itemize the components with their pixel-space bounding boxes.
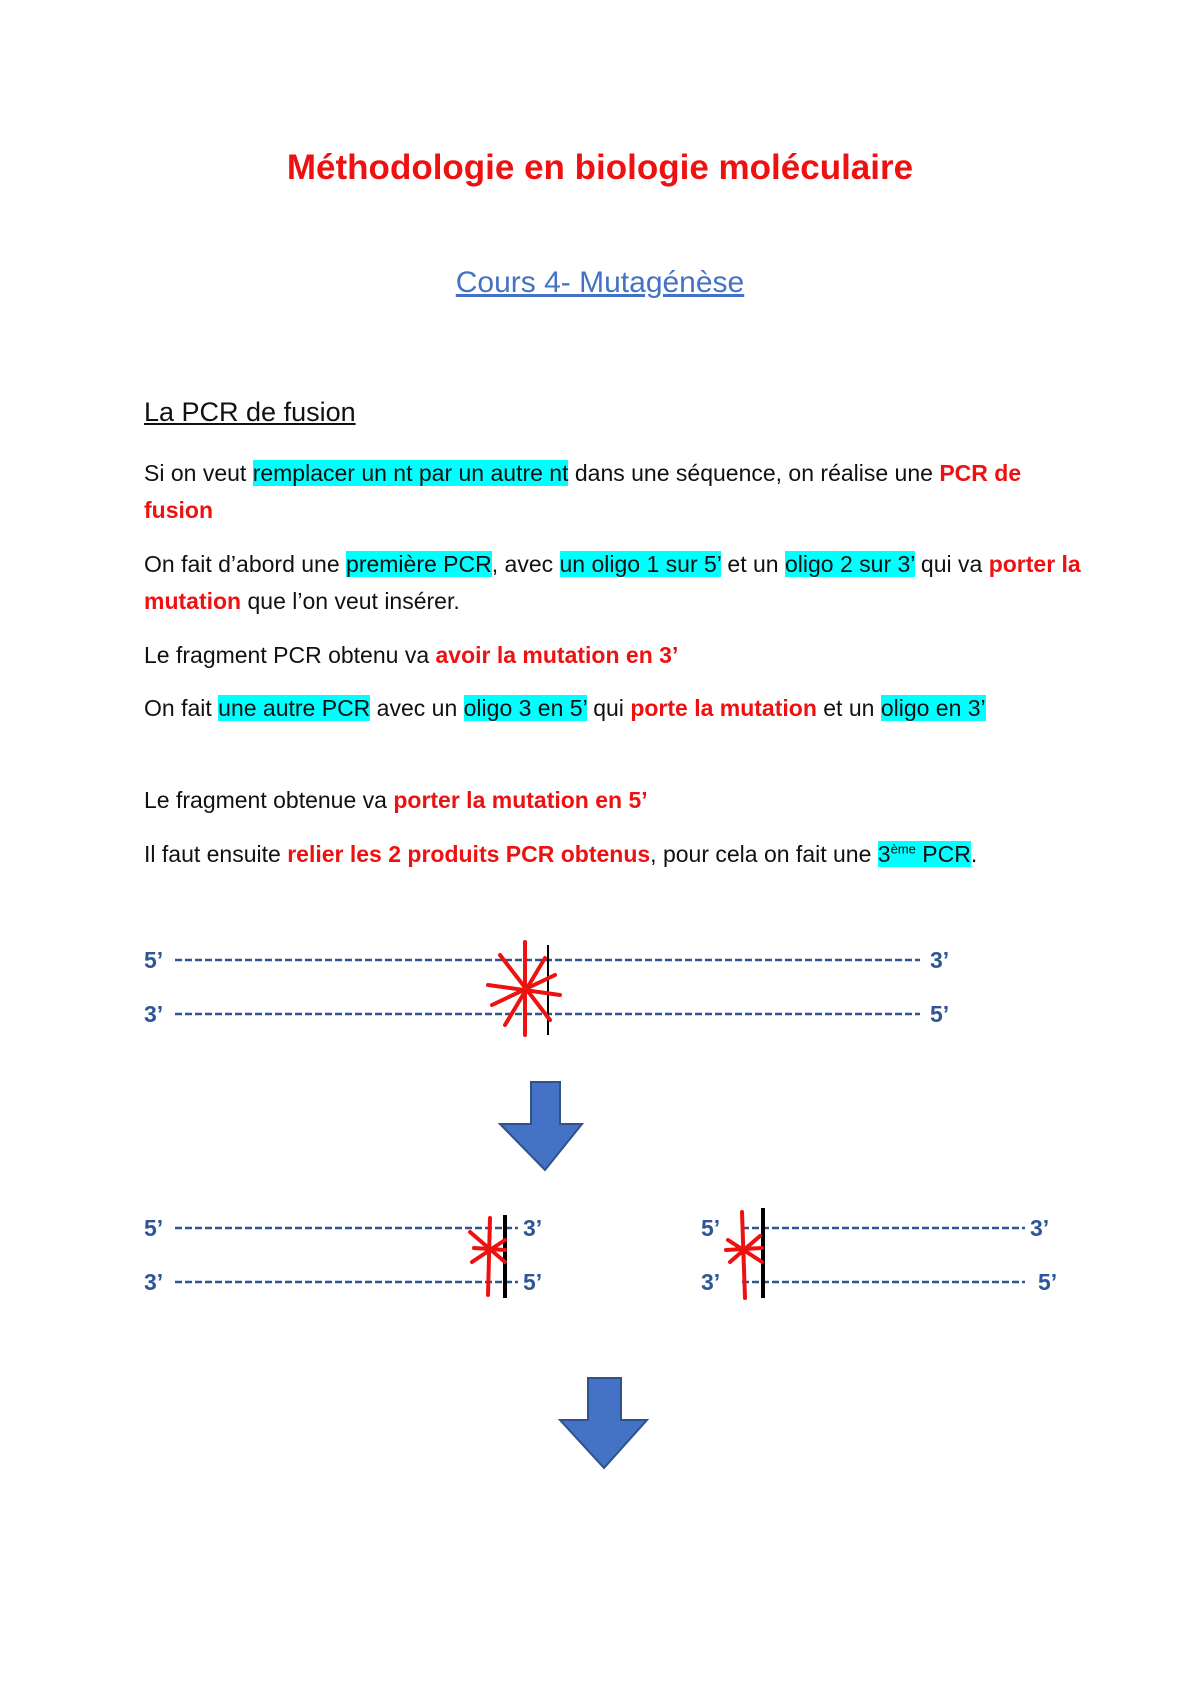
text: avec un — [370, 695, 464, 721]
text: qui — [586, 695, 631, 721]
double-strand-full — [144, 942, 949, 1035]
text: On fait d’abord une — [144, 551, 347, 577]
strand-end-label: 5’ — [701, 1215, 721, 1241]
text: Il faut ensuite — [144, 841, 288, 867]
emphasis: porter la mutation — [144, 551, 1081, 614]
text: Le fragment PCR obtenu va — [144, 642, 436, 668]
strand-end-label: 3’ — [1030, 1215, 1050, 1241]
strand-end-label: 3’ — [144, 1269, 164, 1295]
highlight: oligo 2 sur 3’ — [784, 551, 915, 577]
emphasis: PCR de fusion — [144, 460, 1022, 523]
text: et un — [721, 551, 785, 577]
text: , avec — [491, 551, 560, 577]
document-title: Méthodologie en biologie moléculaire — [286, 148, 914, 187]
strand-end-label: 5’ — [1038, 1269, 1058, 1295]
text: que l’on veut insérer. — [241, 588, 460, 614]
down-arrow-icon — [500, 1082, 582, 1170]
text: On fait — [144, 695, 219, 721]
text: PCR — [915, 841, 971, 867]
highlight: remplacer un nt par un autre nt — [252, 460, 569, 486]
mutation-star-icon — [488, 942, 560, 1035]
highlight: première PCR — [346, 551, 492, 577]
emphasis: relier les 2 produits PCR obtenus — [287, 841, 651, 867]
mutation-star-icon — [726, 1212, 762, 1298]
superscript: ème — [890, 841, 916, 857]
course-subtitle: Cours 4- Mutagénèse — [455, 266, 745, 299]
text: qui va — [914, 551, 989, 577]
highlight: un oligo 1 sur 5’ — [559, 551, 722, 577]
text: dans une séquence, on réalise une — [568, 460, 940, 486]
strand-end-label: 3’ — [144, 1001, 164, 1027]
mutation-star-icon — [470, 1218, 505, 1295]
emphasis: porte la mutation — [630, 695, 817, 721]
text: Le fragment obtenue va — [144, 787, 394, 813]
text: 3 — [877, 841, 891, 867]
text: . — [970, 841, 978, 867]
text: , pour cela on fait une — [650, 841, 878, 867]
section-heading: La PCR de fusion — [144, 397, 356, 427]
emphasis: avoir la mutation en 3’ — [435, 642, 679, 668]
highlight: une autre PCR — [218, 695, 371, 721]
strand-end-label: 5’ — [930, 1001, 950, 1027]
emphasis: porter la mutation en 5’ — [393, 787, 648, 813]
strand-end-label: 3’ — [930, 947, 950, 973]
strand-end-label: 3’ — [523, 1215, 543, 1241]
fragment-mutation-5prime — [701, 1208, 1057, 1298]
strand-end-label: 5’ — [523, 1269, 543, 1295]
highlight: oligo 3 en 5’ — [463, 695, 587, 721]
down-arrow-icon — [560, 1378, 647, 1468]
strand-end-label: 5’ — [144, 947, 164, 973]
fragment-mutation-3prime — [144, 1215, 542, 1298]
text: Si on veut — [144, 460, 253, 486]
strand-end-label: 5’ — [144, 1215, 164, 1241]
highlight: oligo en 3’ — [880, 695, 986, 721]
text: et un — [816, 695, 881, 721]
strand-end-label: 3’ — [701, 1269, 721, 1295]
